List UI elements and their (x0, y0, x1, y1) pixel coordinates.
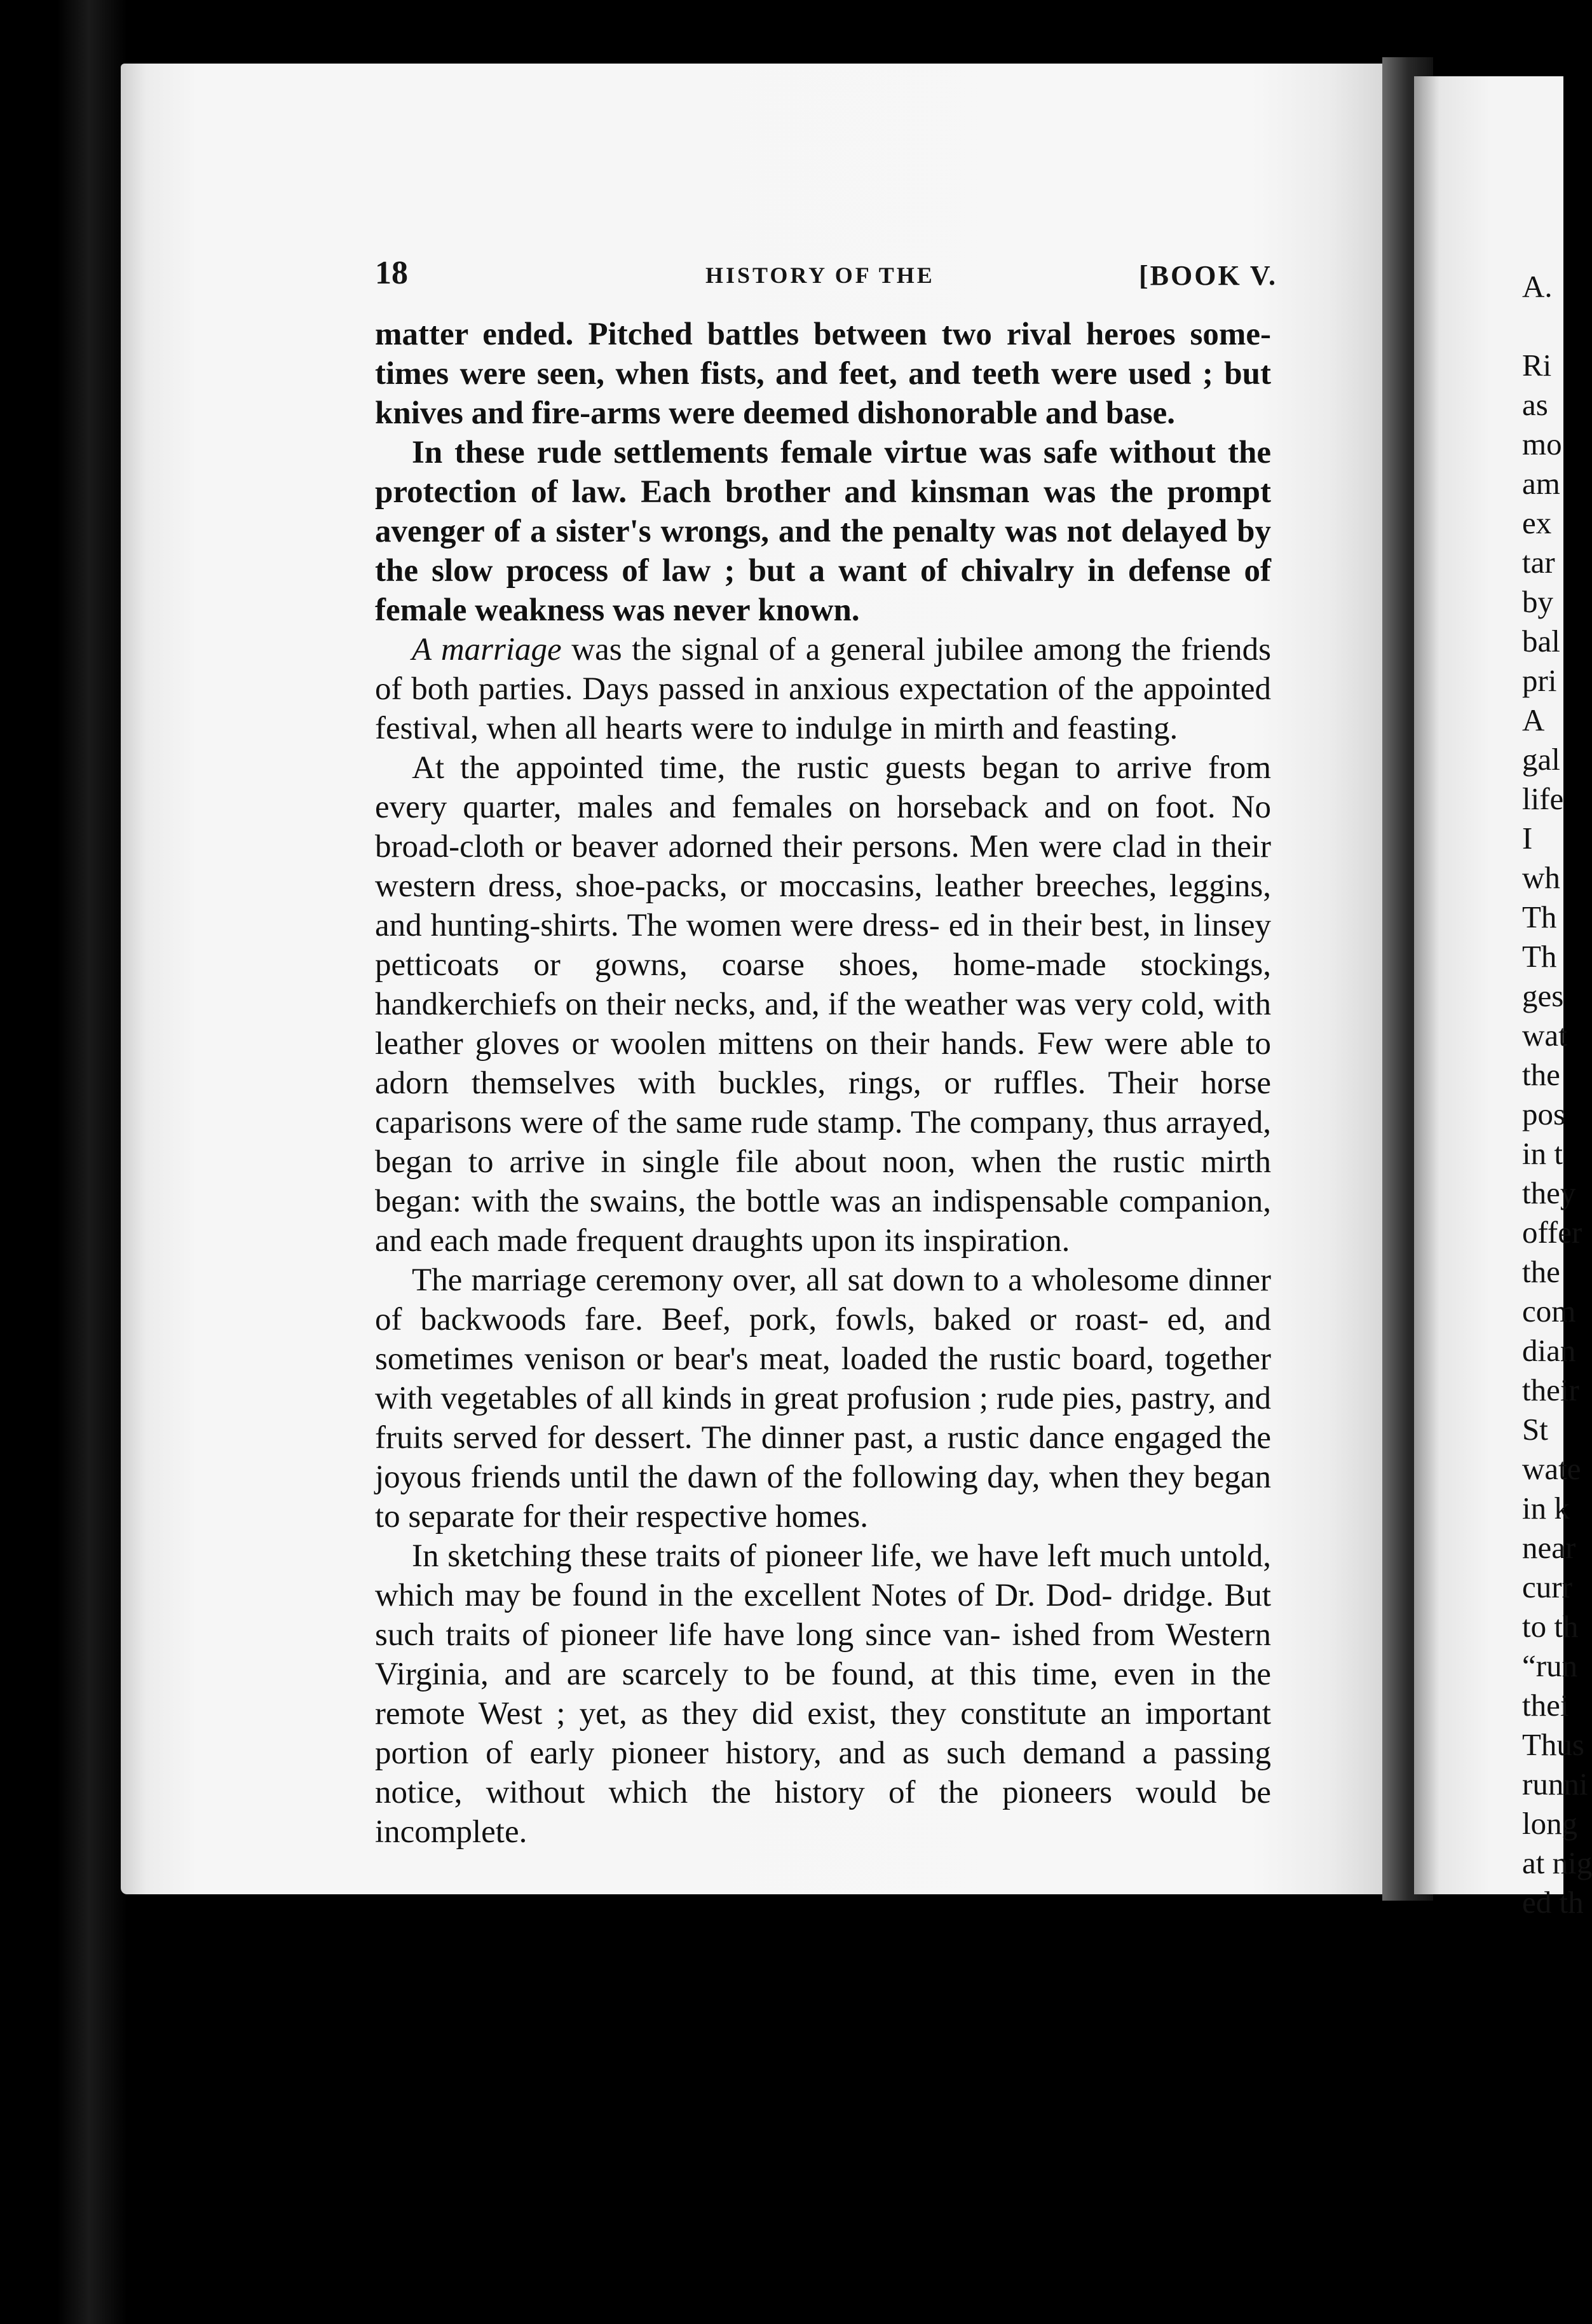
paragraph: In sketching these traits of pioneer life, we have left much untold, which may be found in the excellent Notes of Dr. Dod- dridge. But such traits of pioneer life have long since van- ished from Western Virginia, and are scarcely to be found, at this time, even in the remote West ; yet, as they did exist, they constitute an important portion of early pioneer history, and as such demand a passing notice, without which the history of the pioneers would be incomplete. (375, 1538, 1272, 1850)
right-page-fragment: wate (1522, 1451, 1581, 1486)
right-page-fragment: thei (1522, 1688, 1569, 1723)
right-page-fragment: bal (1522, 624, 1560, 659)
right-page-fragment: their (1522, 1372, 1579, 1407)
right-page-fragment: wat (1522, 1018, 1567, 1053)
page-header (375, 254, 1277, 299)
right-page-fragment: com (1522, 1294, 1576, 1329)
italic-lead: A marriage (412, 632, 562, 667)
right-page-fragment: A. (1522, 269, 1553, 304)
paragraph: In these rude settlements female virtue was safe without the protection of law. Each brother and kinsman was the prompt avenger of a sister's wrongs, and the penalty was not delayed by the slow process of law ; but a want of chivalry in defense of female weakness was never known. (375, 435, 1271, 628)
right-page-fragment: ex (1522, 505, 1552, 540)
right-page-fragment: as (1522, 387, 1548, 422)
right-page-fragment (1522, 306, 1563, 346)
right-page-fragment: pos (1522, 1097, 1566, 1131)
right-page-fragment: the (1522, 1057, 1560, 1092)
right-page-fragment: to th (1522, 1609, 1579, 1644)
right-page-fragment: in k (1522, 1491, 1570, 1526)
right-page-fragment: they (1522, 1175, 1576, 1210)
right-page-fragment: am (1522, 466, 1560, 501)
paragraph: At the appointed time, the rustic guests began to arrive from every quarter, males and females on horseback and on foot. No broad-cloth or beaver adorned their persons. Men were clad in their western dress, shoe-packs, or moccasins, leather breeches, leggins, and hunting-shirts. The women were dress- ed in their best, in linsey petticoats or gowns, coarse shoes, home-made stockings, handkerchiefs on their necks, and, if the weather was very cold, with leather gloves or woolen mittens on their hands. Few were able to adorn themselves with buckles, rings, or ruffles. Their horse caparisons were of the same rude stamp. The company, thus arrayed, began to arrive in single file about noon, when the rustic mirth began: with the swains, the bottle was an indispensable companion, and each made frequent draughts upon its inspiration. (375, 750, 1272, 1259)
right-page-fragment: Th (1522, 899, 1557, 934)
book-label: [BOOK V. (1139, 260, 1277, 291)
paragraph: A marriage was the signal of a general jubilee among the friends of both parties. Days passed in anxious expectation of the appointed festival, when all hearts were to indulge in mirth and feasting. (375, 632, 1272, 746)
right-page-fragment: near (1522, 1530, 1576, 1565)
right-page-fragment: long (1522, 1806, 1578, 1841)
right-page-fragment: dian (1522, 1333, 1576, 1368)
right-page-fragment: tar (1522, 545, 1555, 580)
right-page-fragment: mo (1522, 427, 1562, 461)
right-page-fragment: ed th (1522, 1885, 1584, 1920)
right-page-fragment: “run (1522, 1648, 1578, 1683)
right-page-fragment: St (1522, 1412, 1548, 1447)
body-text (375, 315, 1271, 1852)
right-page-fragment: offer (1522, 1215, 1582, 1250)
paragraph: The marriage ceremony over, all sat down to a wholesome dinner of backwoods fare. Beef, pork, fowls, baked or roast- ed, and sometimes venison or bear's meat, loaded the rustic board, together with vegetables of all kinds in great profusion ; rude pies, pastry, and fruits served for dessert. The dinner past, a rustic dance engaged the joyous friends until the dawn of the following day, when they began to separate for their respective homes. (375, 1262, 1272, 1535)
right-page-text-fragments (1522, 267, 1592, 1922)
right-page-fragment: Ri (1522, 348, 1552, 383)
right-page-fragment: life (1522, 781, 1564, 816)
right-page-fragment: pri (1522, 663, 1557, 698)
right-page-fragment: ges (1522, 978, 1564, 1013)
right-page-fragment: wh (1522, 860, 1560, 895)
paragraph: matter ended. Pitched battles between two rival heroes some- times were seen, when fists, and feet, and teeth were used ; but knives and fire-arms were deemed dishonorable and base. (375, 317, 1271, 431)
right-page-fragment: gal (1522, 742, 1560, 777)
right-page-fragment: Th (1522, 939, 1557, 974)
page-number: 18 (375, 255, 408, 291)
right-page-fragment: the (1522, 1254, 1560, 1289)
right-page-fragment: in t (1522, 1136, 1563, 1171)
right-page-fragment: by (1522, 584, 1553, 619)
right-page-fragment: I (1522, 821, 1533, 856)
right-page-fragment: A (1522, 702, 1545, 737)
running-title: HISTORY OF THE (705, 263, 935, 288)
right-page-fragment: runni (1522, 1767, 1588, 1801)
right-page-fragment: Thus (1522, 1727, 1584, 1762)
right-page-fragment: curr (1522, 1569, 1572, 1604)
right-page-fragment: at nig (1522, 1845, 1592, 1880)
